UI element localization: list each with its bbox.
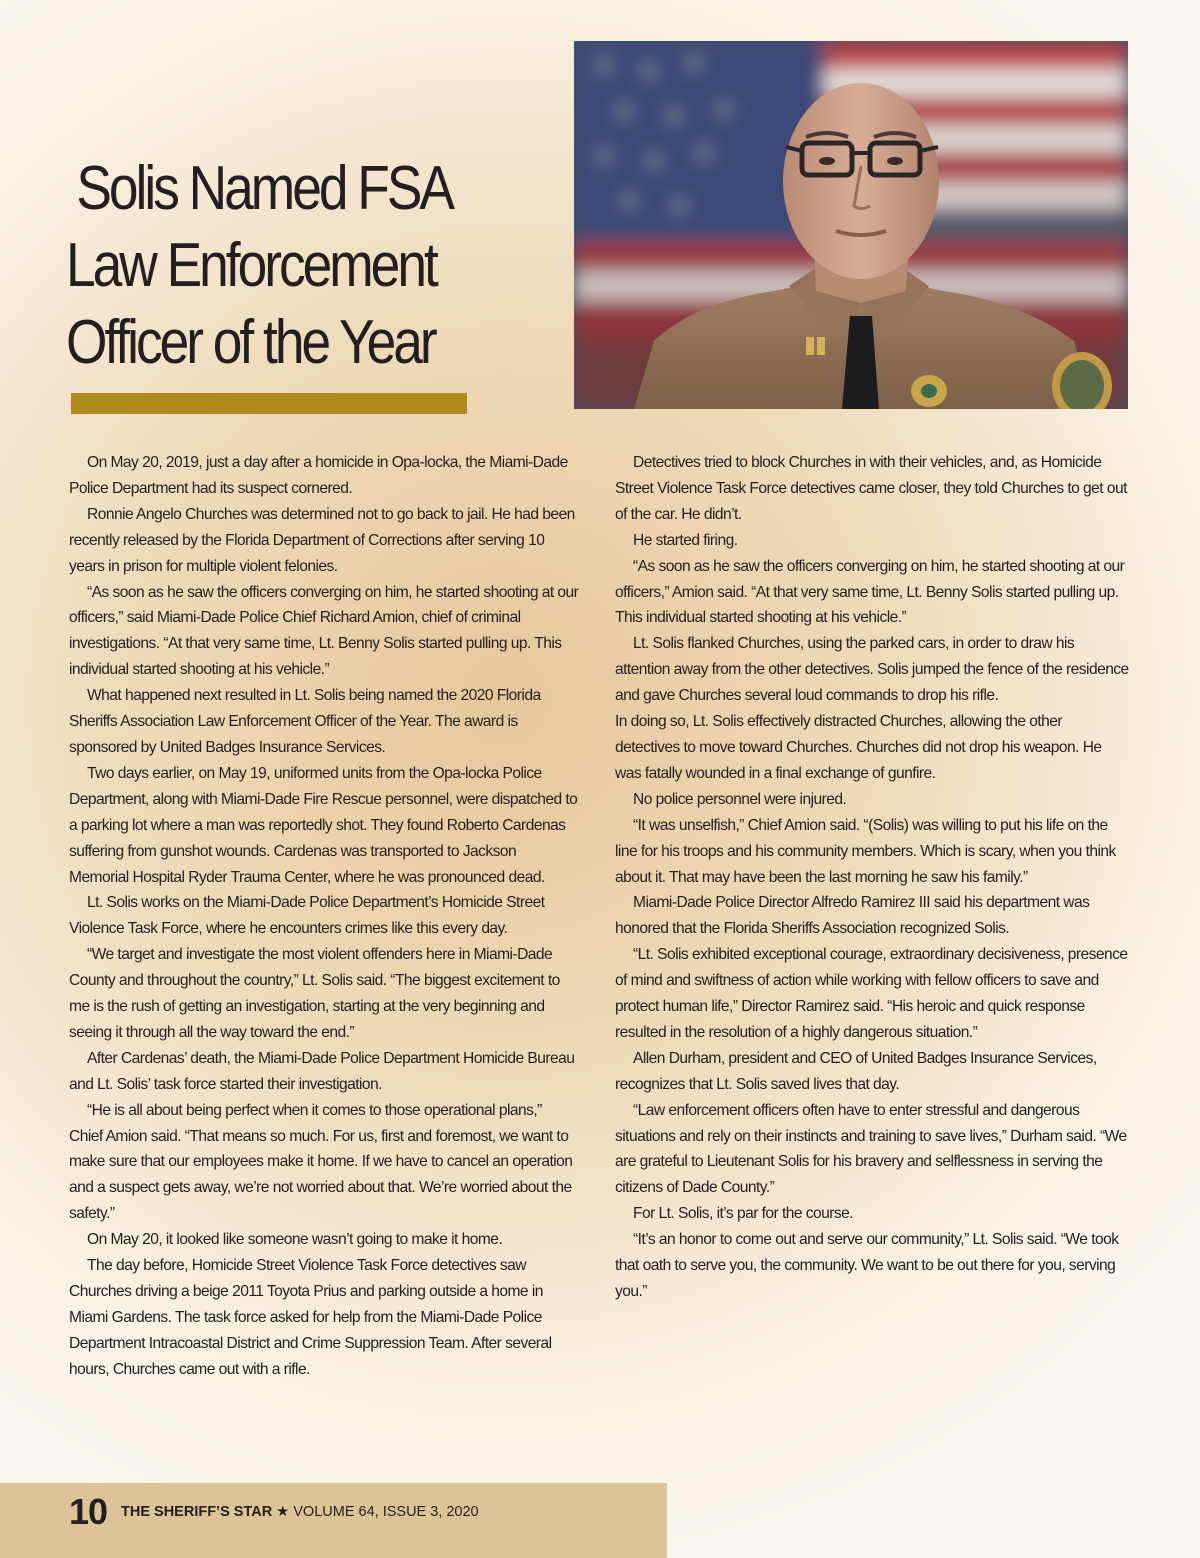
- paragraph: The day before, Homicide Street Violence Task Force detectives saw Churches driving a beige 2011 Toyota Prius and parking outside a home in Miami Gardens. The task force asked for help from the Miami-Dade Police Department Intracoastal District and Crime Suppression Team. After several hours, Churches came out with a rifle.: [69, 1257, 552, 1378]
- paragraph: Miami-Dade Police Director Alfredo Ramirez III said his department was honored that the Florida Sheriffs Association recognized Solis.: [615, 894, 1090, 938]
- paragraph: “It’s an honor to come out and serve our community,” Lt. Solis said. “We took that oath to serve you, the community. We want to be out there for you, serving you.”: [615, 1231, 1119, 1300]
- paragraph: “We target and investigate the most violent offenders here in Miami-Dade County and throughout the country,” Lt. Solis said. “The biggest excitement to me is the rush of getting an investigation, starting at the very beginning and seeing it through all the way toward the end.”: [69, 946, 560, 1041]
- paragraph: Lt. Solis works on the Miami-Dade Police Department’s Homicide Street Violence Task Force, where he encounters crimes like this every day.: [69, 894, 545, 938]
- paragraph: What happened next resulted in Lt. Solis being named the 2020 Florida Sheriffs Association Law Enforcement Officer of the Year. The award is sponsored by United Badges Insurance Services.: [69, 687, 541, 756]
- issue-info: VOLUME 64, ISSUE 3, 2020: [293, 1504, 479, 1520]
- paragraph: “He is all about being perfect when it comes to those operational plans,” Chief Amion said. “That means so much. For us, first and foremost, we want to make sure that our employees make it home. If we have to cancel an operation and a suspect gets away, we’re not worried about that. We’re worried about the safety.”: [69, 1101, 573, 1223]
- paragraph: Two days earlier, on May 19, uniformed units from the Opa-locka Police Department, along with Miami-Dade Fire Rescue personnel, were dispatched to a parking lot where a man was reportedly shot. They found Roberto Cardenas suffering from gunshot wounds. Cardenas was transported to Jackson Memorial Hospital Ryder Trauma Center, where he was pronounced dead.: [69, 764, 578, 886]
- photo-icon: [574, 41, 1128, 409]
- star-icon: ★: [276, 1504, 290, 1520]
- officer-photo: [574, 41, 1128, 409]
- title-underline-rule: [71, 393, 467, 414]
- paragraph: No police personnel were injured.: [633, 790, 847, 808]
- paragraph: In doing so, Lt. Solis effectively distracted Churches, allowing the other detectives to move toward Churches. Churches did not drop his weapon. He was fatally wounded in a final exchange of gunfire.: [615, 713, 1102, 782]
- page-footer: [0, 1483, 667, 1558]
- article-title: [66, 150, 452, 381]
- paragraph: “Lt. Solis exhibited exceptional courage, extraordinary decisiveness, presence of mind and swiftness of action while working with fellow officers to save and protect human life,” Director Ramirez said. “His heroic and quick response resulted in the resolution of a highly dangerous situation.”: [615, 946, 1128, 1041]
- title-line: Solis Named FSA: [76, 154, 452, 223]
- page-number: 10: [69, 1491, 108, 1532]
- paragraph: On May 20, it looked like someone wasn’t going to make it home.: [87, 1231, 503, 1249]
- title-line: Law Enforcement: [66, 231, 436, 300]
- paragraph: “It was unselfish,” Chief Amion said. “(Solis) was willing to put his life on the line for his troops and his community members. Which is scary, when you think about it. That may have been the last morning he saw his family.”: [615, 816, 1116, 886]
- paragraph: He started firing.: [633, 531, 738, 549]
- paragraph: Allen Durham, president and CEO of United Badges Insurance Services, recognizes that Lt. Solis saved lives that day.: [615, 1049, 1097, 1093]
- paragraph: “Law enforcement officers often have to enter stressful and dangerous situations and rely on their instincts and training to save lives,” Durham said. “We are grateful to Lieutenant Solis for his bravery and selflessness in serving the citizens of Dade County.”: [615, 1101, 1127, 1197]
- publication-name: THE SHERIFF’S STAR: [121, 1504, 273, 1520]
- paragraph: “As soon as he saw the officers converging on him, he started shooting at our officers,” said Miami-Dade Police Chief Richard Amion, chief of criminal investigations. “At that very same time, Lt. Benny Solis started pulling up. This individual started shooting at his vehicle.”: [69, 583, 579, 679]
- paragraph: “As soon as he saw the officers converging on him, he started shooting at our officers,” Amion said. “At that very same time, Lt. Benny Solis started pulling up. This individual started shooting at his vehicle.”: [615, 557, 1125, 627]
- article-column-right: [615, 450, 1129, 1305]
- paragraph: On May 20, 2019, just a day after a homicide in Opa-locka, the Miami-Dade Police Department had its suspect cornered.: [69, 454, 568, 497]
- paragraph: After Cardenas’ death, the Miami-Dade Police Department Homicide Bureau and Lt. Solis’ task force started their investigation.: [69, 1049, 575, 1093]
- publication-line: [121, 1504, 479, 1520]
- paragraph: Ronnie Angelo Churches was determined not to go back to jail. He had been recently released by the Florida Department of Corrections after serving 10 years in prison for multiple violent felonies.: [69, 505, 575, 575]
- paragraph: Detectives tried to block Churches in with their vehicles, and, as Homicide Street Violence Task Force detectives came closer, they told Churches to get out of the car. He didn’t.: [615, 454, 1127, 523]
- title-line: Officer of the Year: [66, 308, 435, 377]
- paragraph: Lt. Solis flanked Churches, using the parked cars, in order to draw his attention away from the other detectives. Solis jumped the fence of the residence and gave Churches several loud commands to drop his rifle.: [615, 635, 1129, 705]
- article-column-left: [69, 450, 579, 1383]
- paragraph: For Lt. Solis, it’s par for the course.: [633, 1205, 854, 1223]
